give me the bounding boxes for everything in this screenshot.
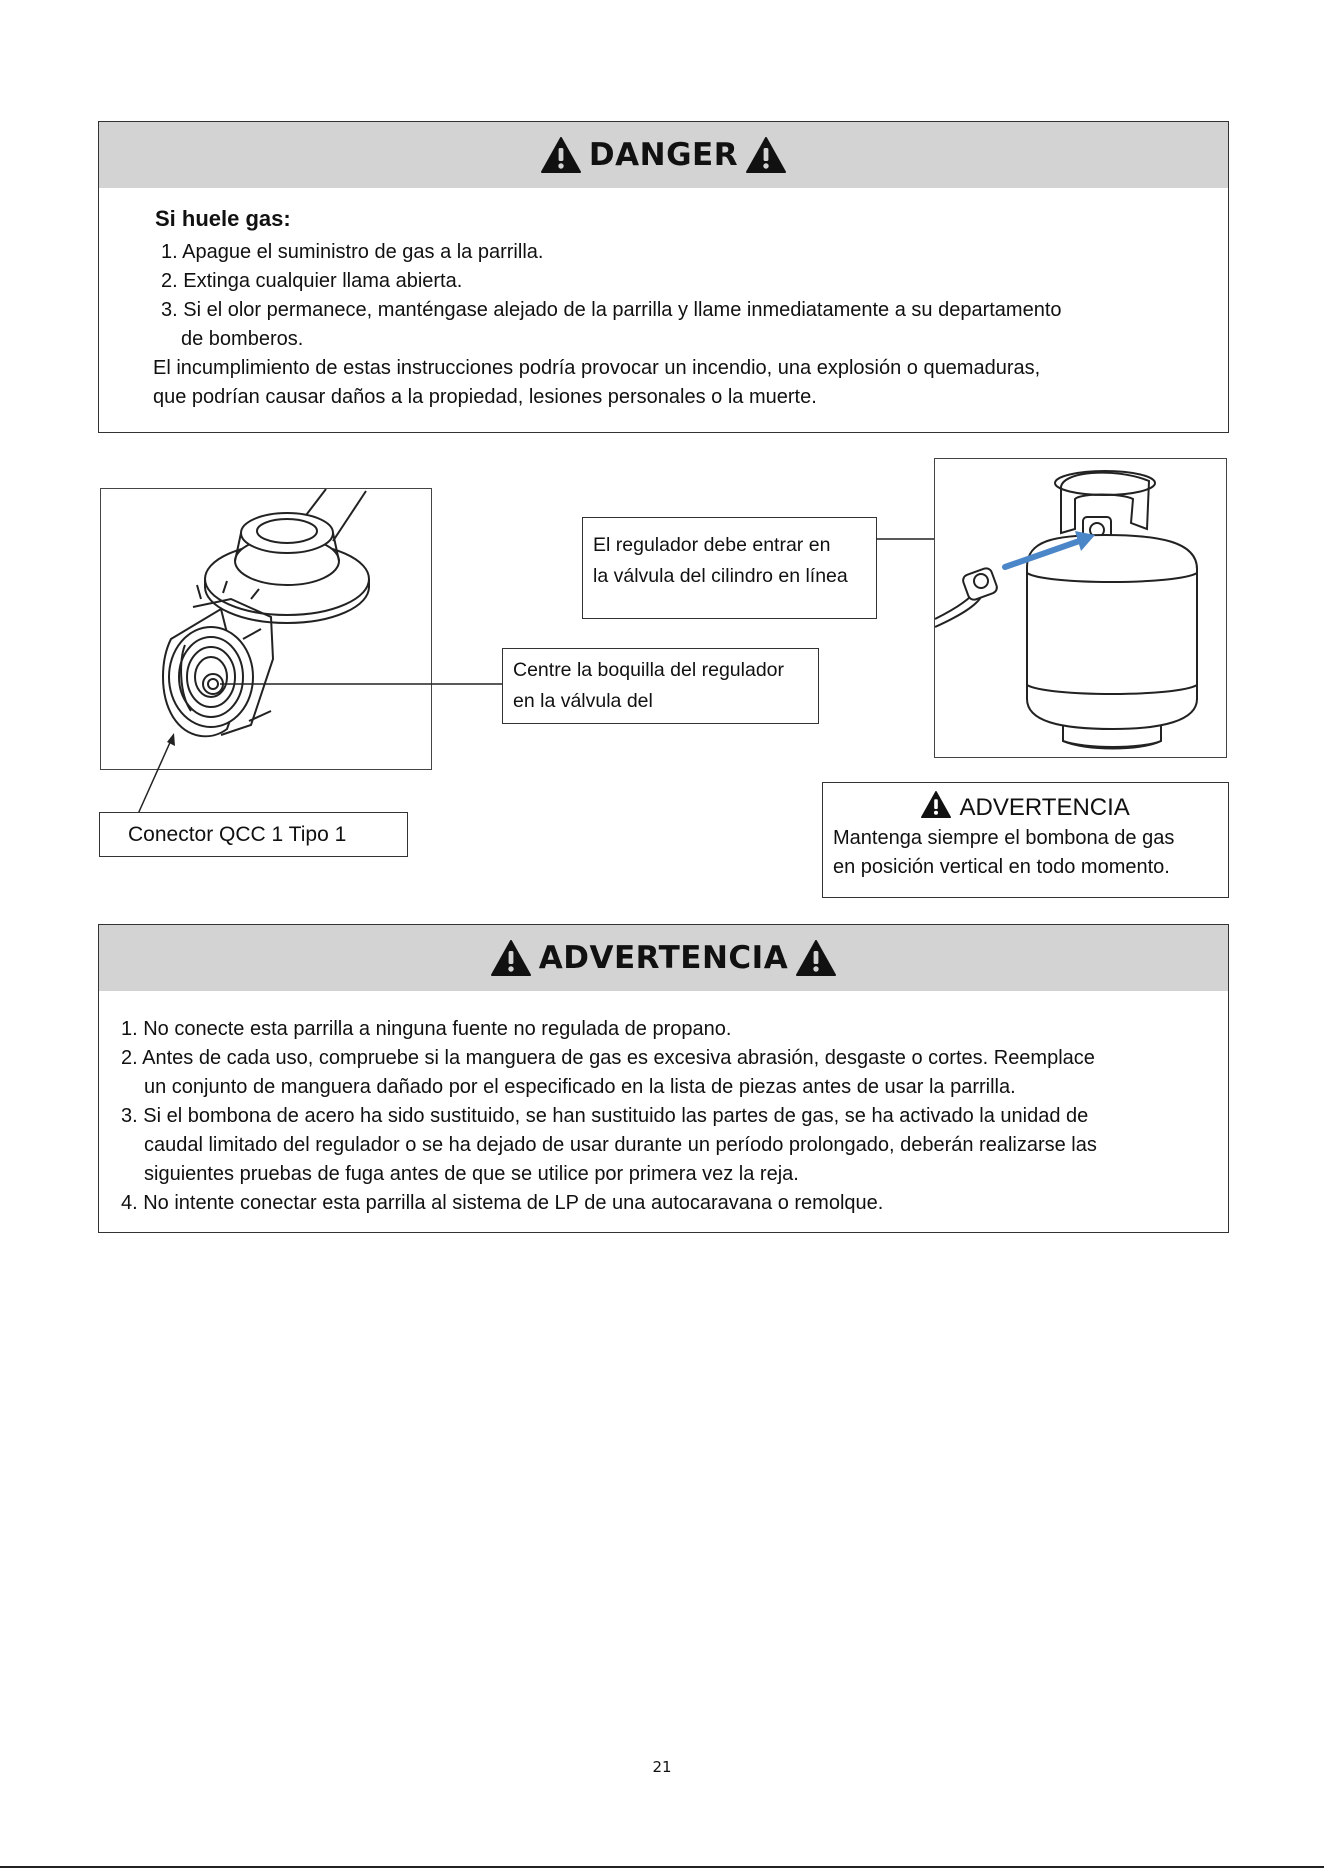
list-item: 4. No intente conectar esta parrilla al sistema de LP de una autocaravana o remolque. [121,1192,884,1214]
list-item: de bomberos. [181,328,304,350]
small-warning-line: en posición vertical en todo momento. [833,856,1170,878]
nozzle-callout-line: Centre la boquilla del regulador [513,659,785,681]
warning-triangle-icon [796,940,836,976]
list-item: 2. Antes de cada uso, compruebe si la manguera de gas es excesiva abrasión, desgaste o cortes. Reemplace [121,1047,1095,1069]
nozzle-callout-line: en la válvula del [513,690,653,712]
warning-list [99,991,1228,1218]
list-item: 3. Si el bombona de acero ha sido sustituido, se han sustituido las partes de gas, se ha activado la unidad de [121,1105,1089,1127]
warning-triangle-icon [541,137,581,173]
connector-label-text: Conector QCC 1 Tipo 1 [128,823,347,846]
list-item: 1. No conecte esta parrilla a ninguna fuente no regulada de propano. [121,1018,732,1040]
page-number: 21 [652,1758,672,1776]
danger-box [98,121,1229,433]
connector-leader-arrow [130,732,180,817]
warning-triangle-icon [746,137,786,173]
list-item: siguientes pruebas de fuga antes de que se utilice por primera vez la reja. [144,1163,799,1185]
danger-subtitle: Si huele gas: [155,206,291,231]
warning-header [99,925,1228,991]
warning-title: ADVERTENCIA [538,940,789,976]
regulator-callout [582,517,877,619]
bottom-rule [0,1866,1324,1868]
nozzle-leader-line [220,680,505,688]
warning-box [98,924,1229,1233]
danger-title: DANGER [588,137,739,173]
danger-header [99,122,1228,188]
nozzle-callout [502,648,819,724]
danger-footer-line: El incumplimiento de estas instrucciones podría provocar un incendio, una explosión o quemaduras, [153,357,1041,379]
small-warning-title: ADVERTENCIA [959,794,1130,821]
list-item: un conjunto de manguera dañado por el especificado en la lista de piezas antes de usar la parrilla. [144,1076,1016,1098]
list-item: 1. Apague el suministro de gas a la parrilla. [161,241,544,263]
cylinder-illustration [934,458,1227,758]
list-item: 3. Si el olor permanece, manténgase alejado de la parrilla y llame inmediatamente a su departamento [161,299,1062,321]
list-item: 2. Extinga cualquier llama abierta. [161,270,463,292]
small-warning-header [823,791,1228,824]
list-item: caudal limitado del regulador o se ha dejado de usar durante un período prolongado, deberán realizarse las [144,1134,1097,1156]
danger-list [155,238,1228,354]
warning-triangle-icon [921,791,951,818]
regulator-drawing [101,489,431,769]
small-warning-line: Mantenga siempre el bombona de gas [833,827,1175,849]
danger-footer-line: que podrían causar daños a la propiedad, lesiones personales o la muerte. [153,386,817,408]
cylinder-drawing [935,459,1226,757]
warning-triangle-icon [491,940,531,976]
regulator-callout-line: El regulador debe entrar en [593,534,831,556]
connector-label [99,812,408,857]
regulator-callout-line: la válvula del cilindro en línea [593,565,848,587]
regulator-illustration [100,488,432,770]
small-warning-box [822,782,1229,898]
